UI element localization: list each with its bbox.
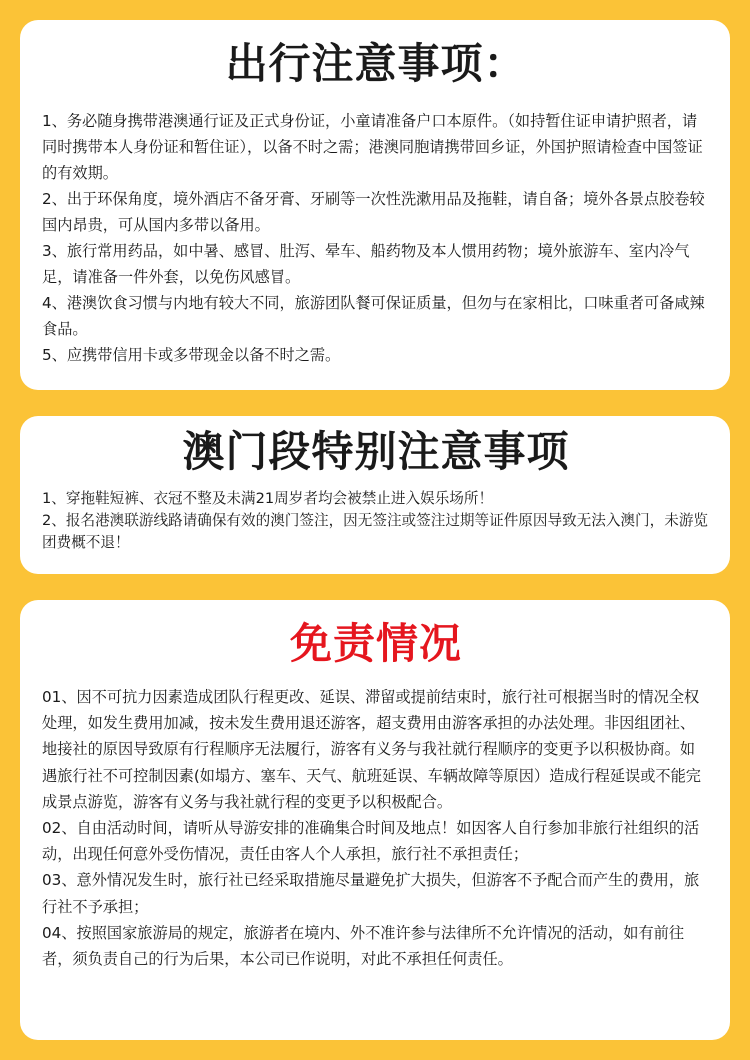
travel-notice-item: 3、旅行常用药品，如中暑、感冒、肚泻、晕车、船药物及本人惯用药物；境外旅游车、室内冷气足，请准备一件外套，以免伤风感冒。 (42, 242, 690, 286)
travel-notice-item: 2、出于环保角度，境外酒店不备牙膏、牙刷等一次性洗漱用品及拖鞋，请自备；境外各景点胶卷较国内昂贵，可从国内多带以备用。 (42, 190, 705, 234)
disclaimer-item: 04、按照国家旅游局的规定，旅游者在境内、外不准许参与法律所不允许情况的活动，如有前往者，须负责自己的行为后果，本公司已作说明，对此不承担任何责任。 (42, 923, 685, 969)
macau-notice-title: 澳门段特别注意事项 (182, 427, 570, 476)
travel-notice-item: 5、应携带信用卡或多带现金以备不时之需。 (42, 346, 341, 364)
macau-notice-list (42, 488, 710, 554)
disclaimer-item: 03、意外情况发生时，旅行社已经采取措施尽量避免扩大损失，但游客不予配合而产生的费用，旅行社不予承担； (42, 871, 700, 916)
macau-notice-item: 2、报名港澳联游线路请确保有效的澳门签注，因无签注或签注过期等证件原因导致无法入澳门，未游览团费概不退！ (42, 512, 709, 551)
macau-notice-item: 1、穿拖鞋短裤、衣冠不整及未满21周岁者均会被禁止进入娱乐场所！ (42, 490, 494, 507)
disclaimer-title: 免责情况 (289, 619, 462, 668)
travel-notice-title: 出行注意事项： (225, 39, 527, 88)
travel-notice-list (42, 108, 710, 368)
travel-notice-item: 4、港澳饮食习惯与内地有较大不同，旅游团队餐可保证质量，但勿与在家相比，口味重者可备咸辣食品。 (42, 294, 705, 338)
disclaimer-item: 02、自由活动时间，请听从导游安排的准确集合时间及地点！如因客人自行参加非旅行社组织的活动，出现任何意外受伤情况，责任由客人个人承担，旅行社不承担责任； (42, 819, 700, 864)
macau-notice-card (20, 416, 730, 574)
travel-notice-item: 1、务必随身携带港澳通行证及正式身份证，小童请准备户口本原件。（如持暂住证申请护照者，请同时携带本人身份证和暂住证），以备不时之需；港澳同胞请携带回乡证，外国护照请检查中国签证的有效期。 (42, 112, 703, 182)
disclaimer-card (20, 600, 730, 1040)
disclaimer-list (42, 684, 710, 972)
travel-notice-card (20, 20, 730, 390)
disclaimer-item: 01、因不可抗力因素造成团队行程更改、延误、滞留或提前结束时，旅行社可根据当时的情况全权处理，如发生费用加减，按未发生费用退还游客，超支费用由游客承担的办法处理。非因组团社、地接社的原因导致原有行程顺序无法履行，游客有义务与我社就行程顺序的变更予以积极协商。如遇旅行社不可控制因素(如塌方、塞车、天气、航班延误、车辆故障等原因）造成行程延误或不能完成景点游览，游客有义务与我社就行程的变更予以积极配合。 (42, 688, 701, 811)
